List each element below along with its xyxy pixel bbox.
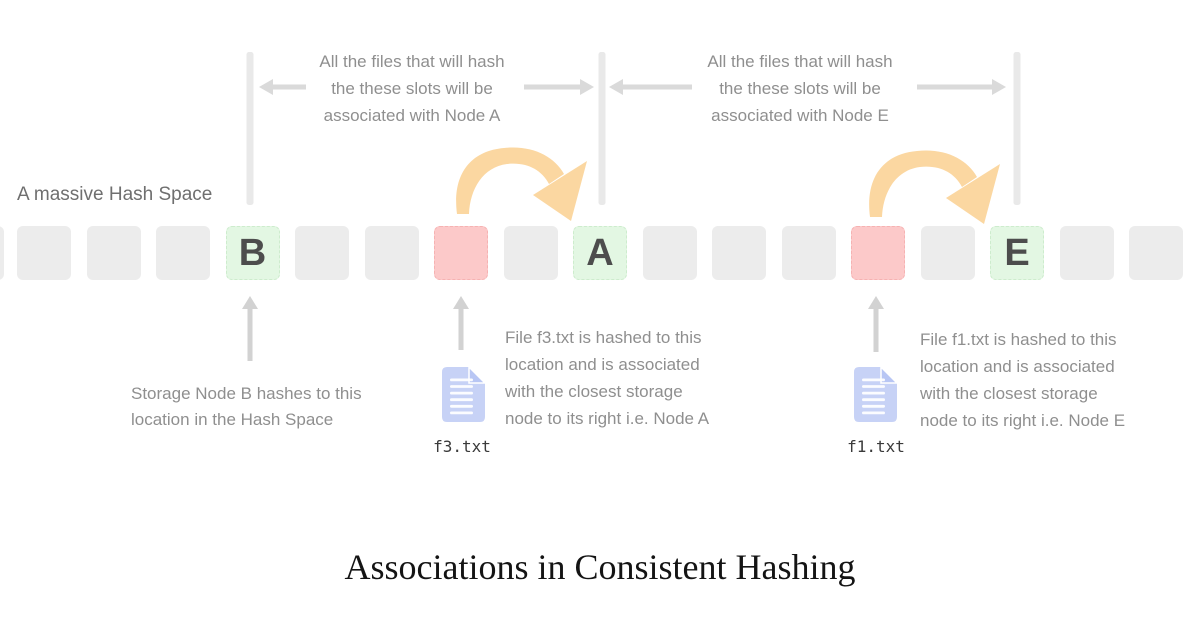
node-slot-b (226, 226, 280, 280)
arrow-up-icon (242, 296, 258, 309)
hash-slot (87, 226, 141, 280)
curved-arrowhead-icon (946, 164, 1000, 224)
arrow-left-icon (259, 79, 273, 95)
hash-slot (295, 226, 349, 280)
arrow-right-icon (992, 79, 1006, 95)
boundary-bar-node-b (247, 52, 254, 205)
curved-arrowhead-icon (533, 161, 587, 221)
callout-storage-node-b: Storage Node B hashes to this location in the Hash Space (131, 384, 362, 429)
node-slot-a (573, 226, 627, 280)
hash-slot (1129, 226, 1183, 280)
file-document-icon-f3 (442, 367, 485, 422)
pointer-arrow-file-f1 (868, 296, 884, 352)
boundary-bar-node-a (599, 52, 606, 205)
file-name-label-f1: f1.txt (847, 437, 905, 456)
hash-slot (782, 226, 836, 280)
arrow-up-icon (868, 296, 884, 309)
hash-slot (1060, 226, 1114, 280)
hash-slot (17, 226, 71, 280)
file-hash-slot (851, 226, 905, 280)
association-arrow-f1-to-e (869, 151, 1000, 224)
pointer-arrow-file-f3 (453, 296, 469, 350)
hash-slot (156, 226, 210, 280)
hash-slot (504, 226, 558, 280)
hash-slot (643, 226, 697, 280)
arrow-left-icon (609, 79, 623, 95)
range-arrow-a-right (524, 79, 594, 95)
file-hash-slot (434, 226, 488, 280)
hash-slot (712, 226, 766, 280)
callout-file-f1: File f1.txt is hashed to this location and is associated with the closest storage node to its right i.e. Node E (920, 330, 1126, 430)
annotation-node-a-range: All the files that will hash the these slots will be associated with Node A (319, 52, 505, 125)
arrow-up-icon (453, 296, 469, 309)
callout-file-f3: File f3.txt is hashed to this location and is associated with the closest storage node to its right i.e. Node A (505, 328, 710, 428)
range-arrow-e-right (917, 79, 1006, 95)
node-letter: E (1004, 231, 1030, 274)
association-arrow-f3-to-a (456, 148, 587, 221)
file-name-label-f3: f3.txt (433, 437, 491, 456)
node-letter: B (238, 231, 267, 274)
pointer-arrow-node-b (242, 296, 258, 361)
hash-slot-partial (0, 226, 4, 280)
annotation-node-e-range: All the files that will hash the these slots will be associated with Node E (707, 52, 893, 125)
hash-space-label: A massive Hash Space (17, 184, 213, 205)
hash-slot (365, 226, 419, 280)
diagram-title: Associations in Consistent Hashing (344, 547, 856, 587)
arrow-right-icon (580, 79, 594, 95)
hash-slot (921, 226, 975, 280)
node-slot-e (990, 226, 1044, 280)
boundary-bar-node-e (1014, 52, 1021, 205)
file-document-icon-f1 (854, 367, 897, 422)
node-letter: A (586, 231, 614, 274)
